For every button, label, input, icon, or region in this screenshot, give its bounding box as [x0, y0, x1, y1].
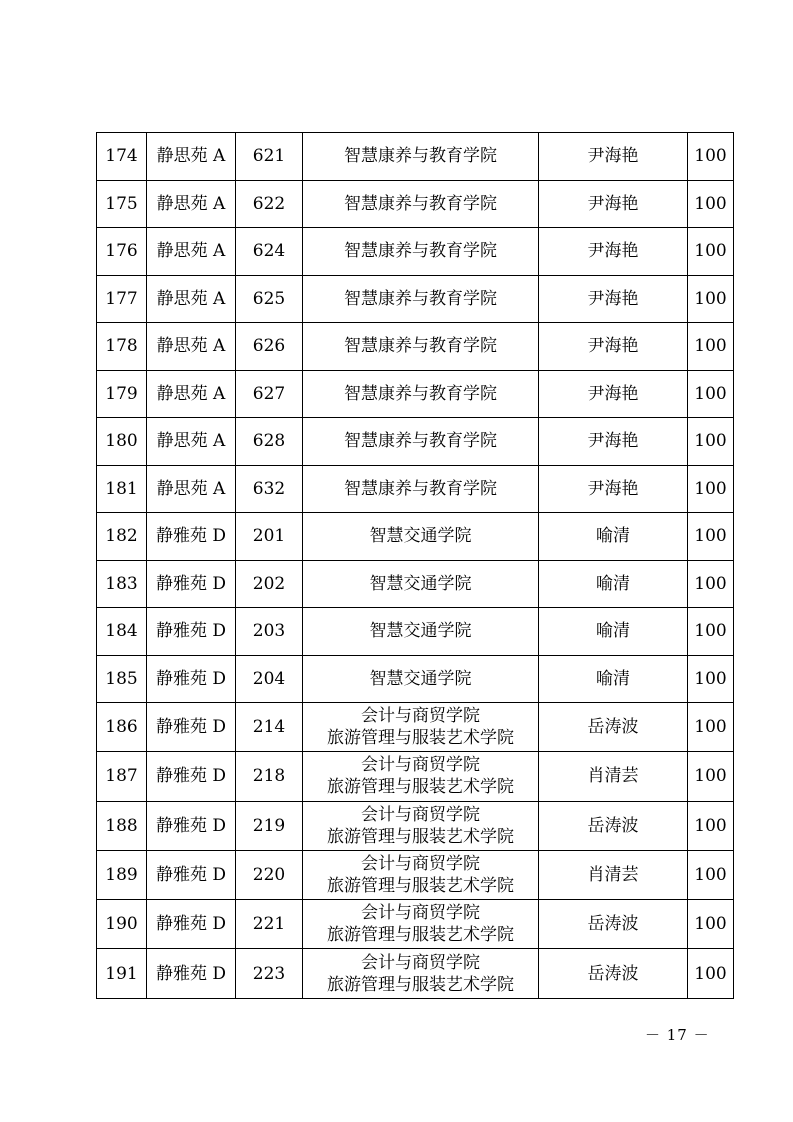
- score-cell: 100: [688, 801, 734, 850]
- college-name: 会计与商贸学院: [361, 952, 480, 973]
- person-in-charge-cell: 喻清: [539, 560, 688, 608]
- score-cell: 100: [688, 560, 734, 608]
- college-cell: [303, 608, 539, 656]
- building-cell: 静雅苑 D: [147, 900, 236, 949]
- table-row: [97, 133, 734, 181]
- table-row: [97, 275, 734, 323]
- table-row: [97, 900, 734, 949]
- college-cell: [303, 949, 539, 998]
- person-in-charge-cell: 尹海艳: [539, 133, 688, 181]
- person-in-charge-cell: 岳涛波: [539, 801, 688, 850]
- building-cell: 静雅苑 D: [147, 752, 236, 801]
- college-cell: [303, 513, 539, 561]
- college-name: 智慧康养与教育学院: [344, 336, 497, 357]
- room-number-cell: 214: [236, 703, 303, 752]
- row-number-cell: 186: [97, 703, 147, 752]
- score-cell: 100: [688, 655, 734, 703]
- score-cell: 100: [688, 228, 734, 276]
- score-cell: 100: [688, 513, 734, 561]
- building-cell: 静思苑 A: [147, 275, 236, 323]
- row-number-cell: 190: [97, 900, 147, 949]
- college-name: 旅游管理与服装艺术学院: [327, 826, 514, 847]
- table-row: [97, 323, 734, 371]
- college-cell: [303, 370, 539, 418]
- row-number-cell: 183: [97, 560, 147, 608]
- room-number-cell: 204: [236, 655, 303, 703]
- building-cell: 静雅苑 D: [147, 850, 236, 899]
- person-in-charge-cell: 尹海艳: [539, 465, 688, 513]
- college-cell: [303, 900, 539, 949]
- college-cell: [303, 752, 539, 801]
- building-cell: 静思苑 A: [147, 228, 236, 276]
- college-name: 旅游管理与服装艺术学院: [327, 876, 514, 897]
- score-cell: 100: [688, 465, 734, 513]
- table-row: [97, 180, 734, 228]
- score-cell: 100: [688, 370, 734, 418]
- room-number-cell: 626: [236, 323, 303, 371]
- building-cell: 静思苑 A: [147, 370, 236, 418]
- room-number-cell: 223: [236, 949, 303, 998]
- college-cell: [303, 655, 539, 703]
- room-number-cell: 625: [236, 275, 303, 323]
- row-number-cell: 189: [97, 850, 147, 899]
- room-number-cell: 624: [236, 228, 303, 276]
- score-cell: 100: [688, 608, 734, 656]
- room-number-cell: 628: [236, 418, 303, 466]
- building-cell: 静思苑 A: [147, 465, 236, 513]
- building-cell: 静雅苑 D: [147, 560, 236, 608]
- table-row: [97, 752, 734, 801]
- college-name: 旅游管理与服装艺术学院: [327, 925, 514, 946]
- score-cell: 100: [688, 180, 734, 228]
- college-name: 智慧康养与教育学院: [344, 383, 497, 404]
- college-name: 会计与商贸学院: [361, 854, 480, 875]
- college-name: 会计与商贸学院: [361, 755, 480, 776]
- building-cell: 静思苑 A: [147, 180, 236, 228]
- college-name: 智慧交通学院: [369, 668, 472, 689]
- score-cell: 100: [688, 275, 734, 323]
- college-cell: [303, 228, 539, 276]
- building-cell: 静思苑 A: [147, 418, 236, 466]
- score-cell: 100: [688, 949, 734, 998]
- person-in-charge-cell: 喻清: [539, 608, 688, 656]
- college-cell: [303, 465, 539, 513]
- college-name: 智慧交通学院: [369, 526, 472, 547]
- row-number-cell: 175: [97, 180, 147, 228]
- person-in-charge-cell: 肖清芸: [539, 850, 688, 899]
- college-name: 旅游管理与服装艺术学院: [327, 728, 514, 749]
- person-in-charge-cell: 尹海艳: [539, 180, 688, 228]
- room-number-cell: 203: [236, 608, 303, 656]
- table-row: [97, 560, 734, 608]
- row-number-cell: 187: [97, 752, 147, 801]
- person-in-charge-cell: 喻清: [539, 655, 688, 703]
- college-name: 会计与商贸学院: [361, 706, 480, 727]
- building-cell: 静思苑 A: [147, 323, 236, 371]
- room-number-cell: 202: [236, 560, 303, 608]
- college-cell: [303, 180, 539, 228]
- college-cell: [303, 418, 539, 466]
- college-name: 会计与商贸学院: [361, 804, 480, 825]
- building-cell: 静雅苑 D: [147, 655, 236, 703]
- room-number-cell: 632: [236, 465, 303, 513]
- person-in-charge-cell: 岳涛波: [539, 900, 688, 949]
- row-number-cell: 178: [97, 323, 147, 371]
- building-cell: 静雅苑 D: [147, 949, 236, 998]
- score-cell: 100: [688, 752, 734, 801]
- row-number-cell: 176: [97, 228, 147, 276]
- college-cell: [303, 323, 539, 371]
- row-number-cell: 180: [97, 418, 147, 466]
- page-number: － 17 －: [645, 1026, 710, 1044]
- row-number-cell: 182: [97, 513, 147, 561]
- building-cell: 静雅苑 D: [147, 513, 236, 561]
- row-number-cell: 188: [97, 801, 147, 850]
- row-number-cell: 179: [97, 370, 147, 418]
- college-name: 智慧康养与教育学院: [344, 241, 497, 262]
- room-number-cell: 221: [236, 900, 303, 949]
- college-name: 会计与商贸学院: [361, 903, 480, 924]
- score-cell: 100: [688, 850, 734, 899]
- room-number-cell: 627: [236, 370, 303, 418]
- person-in-charge-cell: 岳涛波: [539, 949, 688, 998]
- college-name: 智慧康养与教育学院: [344, 288, 497, 309]
- table-row: [97, 418, 734, 466]
- table-row: [97, 608, 734, 656]
- building-cell: 静思苑 A: [147, 133, 236, 181]
- person-in-charge-cell: 岳涛波: [539, 703, 688, 752]
- college-name: 旅游管理与服装艺术学院: [327, 777, 514, 798]
- person-in-charge-cell: 尹海艳: [539, 370, 688, 418]
- college-cell: [303, 560, 539, 608]
- table-row: [97, 655, 734, 703]
- table-row: [97, 949, 734, 998]
- room-number-cell: 201: [236, 513, 303, 561]
- row-number-cell: 174: [97, 133, 147, 181]
- college-name: 智慧交通学院: [369, 573, 472, 594]
- college-name: 智慧康养与教育学院: [344, 193, 497, 214]
- college-cell: [303, 133, 539, 181]
- table-row: [97, 703, 734, 752]
- table-row: [97, 370, 734, 418]
- person-in-charge-cell: 尹海艳: [539, 275, 688, 323]
- score-cell: 100: [688, 323, 734, 371]
- table-row: [97, 850, 734, 899]
- college-cell: [303, 801, 539, 850]
- room-number-cell: 621: [236, 133, 303, 181]
- row-number-cell: 177: [97, 275, 147, 323]
- score-cell: 100: [688, 133, 734, 181]
- row-number-cell: 185: [97, 655, 147, 703]
- person-in-charge-cell: 尹海艳: [539, 323, 688, 371]
- college-name: 旅游管理与服装艺术学院: [327, 974, 514, 995]
- table-row: [97, 228, 734, 276]
- building-cell: 静雅苑 D: [147, 801, 236, 850]
- room-number-cell: 218: [236, 752, 303, 801]
- room-number-cell: 220: [236, 850, 303, 899]
- dormitory-score-table: [96, 132, 734, 999]
- college-cell: [303, 275, 539, 323]
- row-number-cell: 184: [97, 608, 147, 656]
- table-row: [97, 801, 734, 850]
- score-cell: 100: [688, 418, 734, 466]
- building-cell: 静雅苑 D: [147, 703, 236, 752]
- person-in-charge-cell: 尹海艳: [539, 228, 688, 276]
- score-cell: 100: [688, 900, 734, 949]
- person-in-charge-cell: 肖清芸: [539, 752, 688, 801]
- room-number-cell: 622: [236, 180, 303, 228]
- building-cell: 静雅苑 D: [147, 608, 236, 656]
- college-name: 智慧康养与教育学院: [344, 431, 497, 452]
- score-cell: 100: [688, 703, 734, 752]
- college-cell: [303, 850, 539, 899]
- person-in-charge-cell: 尹海艳: [539, 418, 688, 466]
- college-name: 智慧康养与教育学院: [344, 146, 497, 167]
- person-in-charge-cell: 喻清: [539, 513, 688, 561]
- table-row: [97, 513, 734, 561]
- college-name: 智慧交通学院: [369, 621, 472, 642]
- college-name: 智慧康养与教育学院: [344, 478, 497, 499]
- row-number-cell: 181: [97, 465, 147, 513]
- table-row: [97, 465, 734, 513]
- table-body: [97, 133, 734, 999]
- room-number-cell: 219: [236, 801, 303, 850]
- row-number-cell: 191: [97, 949, 147, 998]
- college-cell: [303, 703, 539, 752]
